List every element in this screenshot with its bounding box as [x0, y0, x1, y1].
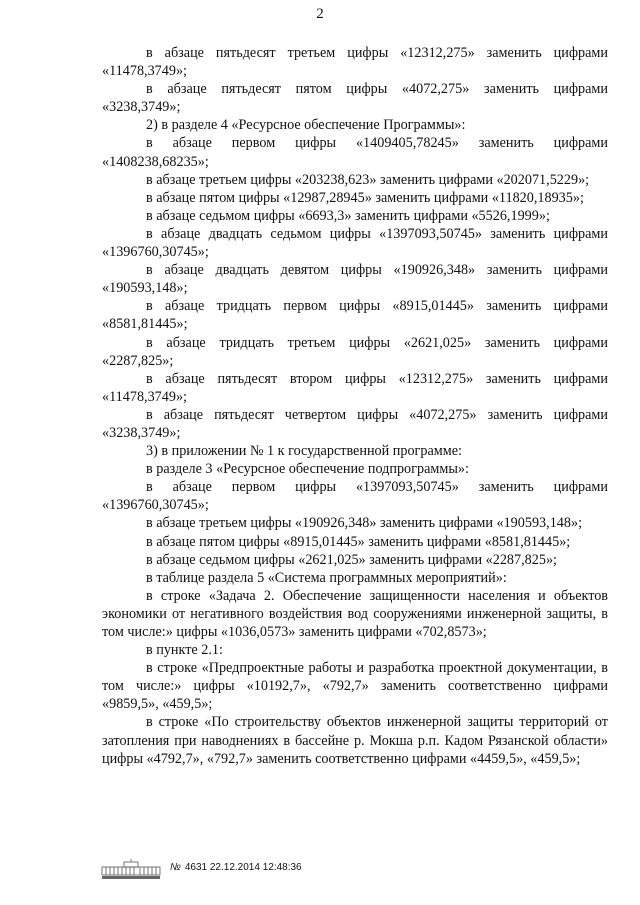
paragraph: в разделе 3 «Ресурсное обеспечение подпрограммы»:: [146, 461, 469, 478]
paragraph: в абзаце первом цифры «1409405,78245» заменить цифрами «1408238,68235»;: [102, 135, 608, 170]
paragraph: в таблице раздела 5 «Система программных мероприятий»:: [146, 569, 507, 586]
paragraph: в абзаце пятьдесят втором цифры «12312,275» заменить цифрами «11478,3749»;: [102, 370, 608, 405]
registration-stamp: [170, 862, 302, 873]
paragraph: 2) в разделе 4 «Ресурсное обеспечение Программы»:: [146, 117, 466, 134]
paragraph: в абзаце пятьдесят третьем цифры «12312,275» заменить цифрами «11478,3749»;: [102, 45, 608, 80]
document-body: [102, 44, 608, 768]
paragraph: в абзаце тридцать третьем цифры «2621,025» заменить цифрами «2287,825»;: [102, 334, 608, 369]
paragraph: 3) в приложении № 1 к государственной программе:: [146, 443, 462, 460]
page-number: 2: [316, 6, 324, 22]
paragraph: в строке «Задача 2. Обеспечение защищенности населения и объектов экономики от негативного воздействия вод сооружениями инженерной защиты, в том числе:» цифры «1036,0573» заменить цифрами «702,8573»;: [102, 587, 608, 640]
registration-number-datetime: 4631 22.12.2014 12:48:36: [184, 862, 302, 873]
document-footer: [100, 858, 400, 882]
paragraph: в строке «По строительству объектов инженерной защиты территорий от затопления при наводнениях в бассейне р. Мокша р.п. Кадом Рязанской области» цифры «4792,7», «792,7» заменить соответственно цифрами «4459,5», «459,5»;: [102, 714, 608, 767]
paragraph: в строке «Предпроектные работы и разработка проектной документации, в том числе:» цифры «10192,7», «792,7» заменить соответственно цифрами «9859,5», «459,5»;: [102, 660, 608, 713]
registration-mark: №: [170, 862, 181, 873]
building-logo-icon: [100, 858, 162, 880]
paragraph: в абзаце тридцать первом цифры «8915,01445» заменить цифрами «8581,81445»;: [102, 298, 608, 333]
paragraph: в абзаце двадцать седьмом цифры «1397093,50745» заменить цифрами «1396760,30745»;: [102, 225, 608, 261]
paragraph: в абзаце третьем цифры «203238,623» заменить цифрами «202071,5229»;: [146, 171, 590, 188]
paragraph: в абзаце пятьдесят пятом цифры «4072,275» заменить цифрами «3238,3749»;: [102, 81, 608, 116]
paragraph: в абзаце третьем цифры «190926,348» заменить цифрами «190593,148»;: [146, 515, 583, 532]
paragraph: в абзаце седьмом цифры «2621,025» заменить цифрами «2287,825»;: [146, 551, 557, 568]
paragraph: в абзаце седьмом цифры «6693,3» заменить цифрами «5526,1999»;: [146, 207, 550, 224]
paragraph: в пункте 2.1:: [146, 642, 223, 659]
paragraph: в абзаце первом цифры «1397093,50745» заменить цифрами «1396760,30745»;: [102, 479, 608, 514]
paragraph: в абзаце двадцать девятом цифры «190926,348» заменить цифрами «190593,148»;: [102, 262, 608, 297]
paragraph: в абзаце пятом цифры «8915,01445» заменить цифрами «8581,81445»;: [146, 533, 571, 550]
paragraph: в абзаце пятьдесят четвертом цифры «4072,275» заменить цифрами «3238,3749»;: [102, 406, 608, 441]
paragraph: в абзаце пятом цифры «12987,28945» заменить цифрами «11820,18935»;: [146, 189, 584, 206]
